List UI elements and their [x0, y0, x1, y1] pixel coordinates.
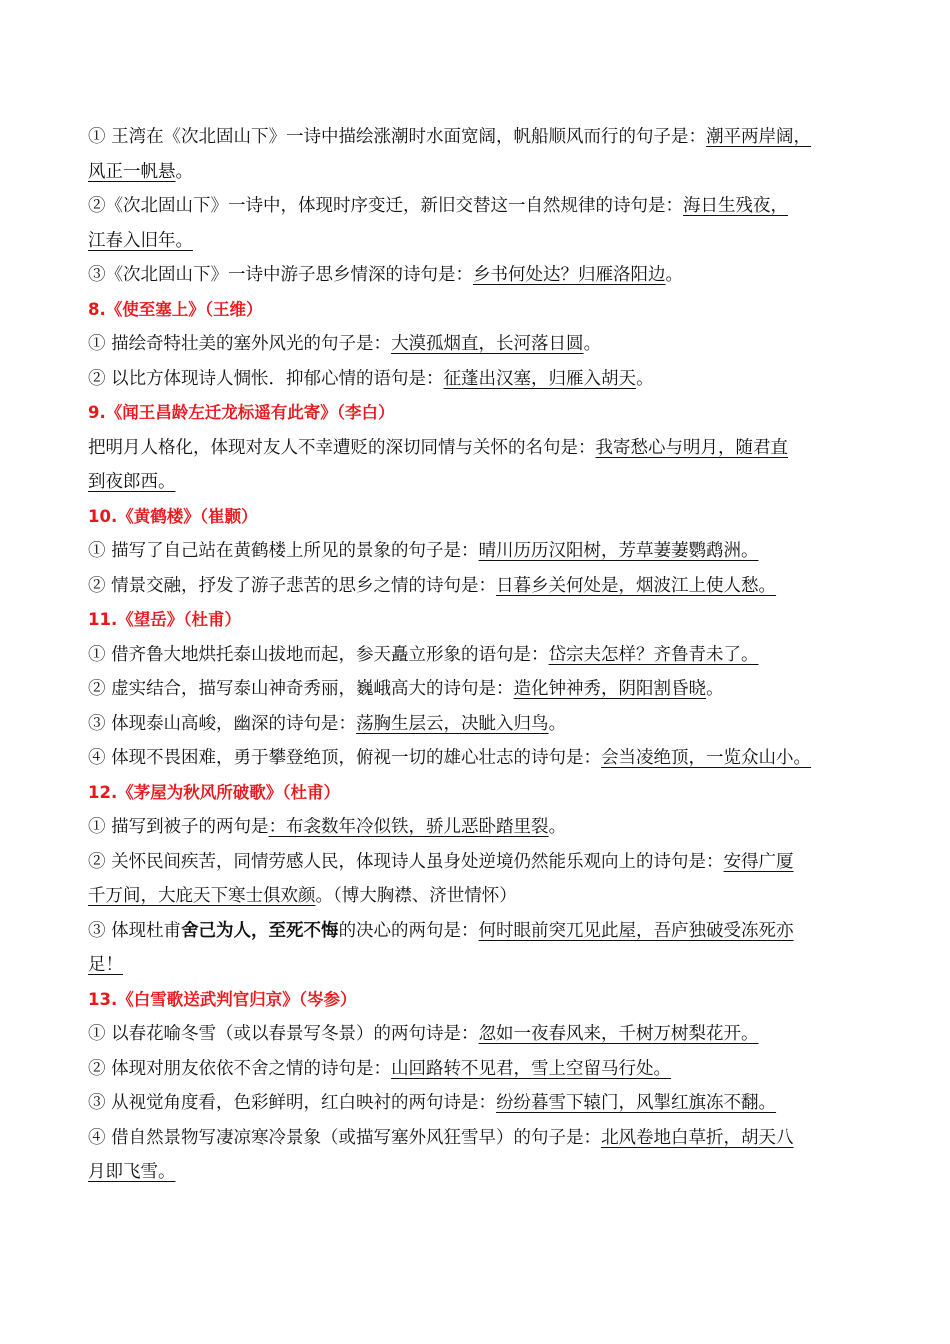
question-text: ② 体现对朋友依依不舍之情的诗句是： [88, 1058, 392, 1079]
answer-text: 足！ [88, 955, 123, 975]
answer-text: 山回路转不见君，雪上空留马行处。 [391, 1058, 672, 1079]
text-line [88, 258, 878, 293]
question-text: ③ 体现泰山高峻，幽深的诗句是： [88, 713, 357, 734]
question-text: 。 [636, 368, 654, 389]
text-line [88, 845, 878, 880]
question-text: ②《次北固山下》一诗中，体现时序变迁，新旧交替这一自然规律的诗句是： [88, 196, 683, 216]
question-text: 。 [175, 161, 193, 182]
question-text: ② 虚实结合，描写泰山神奇秀丽，巍峨高大的诗句是： [88, 679, 514, 699]
answer-text: 晴川历历汉阳树，芳草萋萋鹦鹉洲。 [478, 541, 759, 561]
answer-text: 风正一帆悬 [88, 161, 176, 182]
question-text: ① 描写到被子的两句是 [88, 817, 269, 837]
question-text: ③ 从视觉角度看，色彩鲜明，红白映衬的两句诗是： [88, 1093, 497, 1113]
text-line [88, 569, 878, 604]
answer-text: 岱宗夫怎样？齐鲁青未了。 [548, 644, 759, 665]
answer-text: ：布衾数年冷似铁，骄儿恶卧踏里裂 [268, 817, 549, 837]
text-line [88, 638, 878, 673]
question-text: ① 王湾在《次北固山下》一诗中描绘涨潮时水面宽阔，帆船顺风而行的句子是： [88, 127, 707, 147]
answer-text: 会当凌绝顶，一览众山小。 [601, 748, 812, 768]
question-text: 把明月人格化，体现对友人不幸遭贬的深切同情与关怀的名句是： [88, 437, 596, 458]
text-line [88, 948, 878, 983]
answer-text: 潮平两岸阔， [706, 127, 812, 147]
text-line [88, 672, 878, 707]
answer-text: 日暮乡关何处是，烟波江上使人愁。 [496, 575, 777, 596]
answer-text: 征蓬出汉塞，归雁入胡天 [443, 368, 637, 389]
document-body [88, 120, 878, 1190]
question-text: ① 以春花喻冬雪（或以春景写冬景）的两句诗是： [88, 1024, 479, 1044]
text-line [88, 120, 878, 155]
text-line [88, 362, 878, 397]
section-heading: 9.《闻王昌龄左迁龙标遥有此寄》（李白） [88, 403, 395, 422]
question-text: 。（博大胸襟、济世情怀） [315, 886, 517, 906]
question-text: ④ 体现不畏困难，勇于攀登绝顶，俯视一切的雄心壮志的诗句是： [88, 748, 602, 768]
answer-text: 荡胸生层云，决眦入归鸟 [356, 713, 549, 734]
text-line [88, 189, 878, 224]
answer-text: 我寄愁心与明月，随君直 [595, 437, 788, 458]
question-text: 。 [706, 679, 724, 699]
question-text: ③ 体现杜甫 [88, 920, 182, 941]
text-line [88, 465, 878, 500]
text-line [88, 879, 878, 914]
question-text: ④ 借自然景物写凄凉寒冷景象（或描写塞外风狂雪早）的句子是： [88, 1127, 602, 1148]
text-line [88, 1017, 878, 1052]
section-heading: 13.《白雪歌送武判官归京》（岑参） [88, 989, 357, 1009]
question-text: ② 关怀民间疾苦，同情劳感人民，体现诗人虽身处逆境仍然能乐观向上的诗句是： [88, 851, 724, 872]
answer-text: 乡书何处达？归雁洛阳边 [473, 265, 666, 285]
text-line [88, 431, 878, 466]
question-text: ③《次北固山下》一诗中游子思乡情深的诗句是： [88, 265, 473, 285]
question-text: 。 [548, 817, 567, 837]
answer-text: 海日生残夜， [683, 196, 788, 216]
section-heading: 8.《使至塞上》（王维） [88, 299, 263, 319]
question-text: ② 以比方体现诗人惆怅．抑郁心情的语句是： [88, 368, 444, 389]
question-text: ① 描写了自己站在黄鹤楼上所见的景象的句子是： [88, 541, 479, 561]
text-line [88, 1086, 878, 1121]
question-text: 。 [583, 334, 602, 354]
text-line [88, 1052, 878, 1087]
question-text: 的决心的两句是： [338, 920, 479, 941]
text-line [88, 327, 878, 362]
question-text: ② 情景交融，抒发了游子悲苦的思乡之情的诗句是： [88, 575, 497, 596]
text-line [88, 741, 878, 776]
answer-text: 大漠孤烟直，长河落日圆 [391, 334, 584, 354]
answer-text: 月即飞雪。 [88, 1162, 176, 1182]
section-heading: 10.《黄鹤楼》（崔颢） [88, 506, 258, 526]
text-line [88, 155, 878, 190]
section-heading: 12.《茅屋为秋风所破歌》（杜甫） [88, 782, 340, 802]
question-text: ① 借齐鲁大地烘托泰山拔地而起，参天矗立形象的语句是： [88, 644, 549, 665]
answer-text: 千万间，大庇天下寒士俱欢颜 [88, 886, 316, 906]
answer-text: 北风卷地白草折，胡天八 [601, 1127, 794, 1148]
answer-text: 何时眼前突兀见此屋，吾庐独破受冻死亦 [478, 920, 794, 941]
text-line [88, 914, 878, 949]
text-line [88, 810, 878, 845]
answer-text: 忽如一夜春风来，千树万树梨花开。 [478, 1024, 759, 1044]
answer-text: 造化钟神秀，阴阳割昏晓 [513, 679, 707, 699]
question-text: 。 [548, 713, 567, 734]
answer-text: 安得广厦 [723, 851, 794, 872]
question-text: 。 [665, 265, 683, 285]
bold-text: 舍己为人，至死不悔 [181, 920, 339, 941]
answer-text: 到夜郎西。 [88, 472, 176, 492]
section-heading: 11.《望岳》（杜甫） [88, 610, 241, 629]
text-line [88, 1121, 878, 1156]
text-line [88, 707, 878, 742]
answer-text: 纷纷暮雪下辕门，风掣红旗冻不翻。 [496, 1093, 777, 1113]
question-text: ① 描绘奇特壮美的塞外风光的句子是： [88, 334, 392, 354]
answer-text: 江春入旧年。 [88, 230, 193, 251]
text-line [88, 224, 878, 259]
text-line [88, 534, 878, 569]
text-line [88, 1155, 878, 1190]
